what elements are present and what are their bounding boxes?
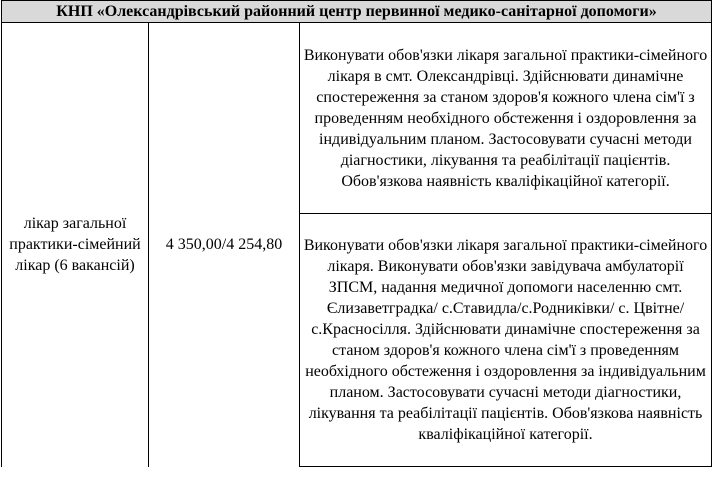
duty-cell: Виконувати обов'язки лікаря загальної практики-сімейного лікаря в смт. Олександрівці. Здійснювати динамічне спостереження за станом здоров'я кожного члена сім'ї з проведенням необхідного обстеження і оздоровлення за індивідуальним планом. Застосовувати сучасні методи діагностики, лікування та реабілітації пацієнтів. Обов'язкова наявність кваліфікаційної категорії. <box>300 23 712 214</box>
organization-title: КНП «Олександрівський районний центр первинної медико-санітарної допомоги» <box>2 1 712 23</box>
table-row <box>2 23 712 214</box>
header-row <box>2 1 712 23</box>
salary-cell: 4 350,00/4 254,80 <box>149 23 300 467</box>
duty-cell: Виконувати обов'язки лікаря загальної практики-сімейного лікаря. Виконувати обов'язки завідувача амбулаторії ЗПСМ, надання медичної допомоги населенню смт. Єлизаветградка/ с.Ставидла/с.Родниківки/ с. Цвітне/ с.Красносілля. Здійснювати динамічне спостереження за станом здоров'я кожного члена сім'ї з проведенням необхідного обстеження і оздоровлення за індивідуальним планом. Застосовувати сучасні методи діагностики, лікування та реабілітації пацієнтів. Обов'язкова наявність кваліфікаційної категорії. <box>300 214 712 467</box>
vacancy-table <box>1 0 712 467</box>
position-cell: лікар загальної практики-сімейний лікар (6 вакансій) <box>2 23 149 467</box>
